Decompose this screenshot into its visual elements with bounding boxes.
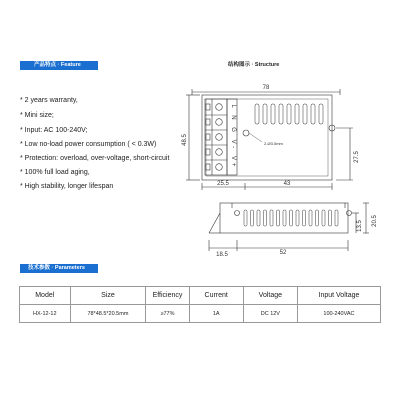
- vent-slot: [309, 210, 312, 226]
- feature-item: * High stability, longer lifespan: [20, 183, 114, 190]
- screw-terminal: [216, 149, 223, 156]
- vent-slot: [303, 210, 306, 226]
- structure-header-cn: 结构图示: [228, 62, 251, 68]
- table-cell: 100-240VAC: [297, 305, 380, 323]
- table-header-cell: Current: [189, 287, 243, 305]
- vent-slot: [290, 210, 293, 226]
- mount-hole: [243, 130, 249, 136]
- vent-slot: [277, 210, 280, 226]
- params-header-cn: 技术参数: [28, 265, 51, 271]
- screw-label: 2-Ø3.5mm: [264, 141, 283, 146]
- vent-slot: [263, 104, 267, 124]
- table-cell: 1A: [189, 305, 243, 323]
- screw-terminal: [216, 104, 223, 111]
- table-cell: HX-12-12: [20, 305, 71, 323]
- feature-item: * 2 years warranty,: [20, 97, 78, 104]
- dim-text-top: 78: [262, 85, 270, 91]
- table-header-cell: Efficiency: [146, 287, 189, 305]
- vent-slot: [295, 104, 299, 124]
- vent-slot: [271, 104, 275, 124]
- vent-slot: [251, 210, 254, 226]
- structure-header-sep: ·: [251, 62, 254, 68]
- table-header-cell: Voltage: [243, 287, 297, 305]
- vent-slot: [296, 210, 299, 226]
- dim-text-side-small: 13.5: [357, 220, 363, 232]
- vent-slot: [319, 104, 323, 124]
- terminal-pin: [206, 134, 210, 140]
- parameters-table: [19, 286, 381, 323]
- vent-slot: [283, 210, 286, 226]
- side-hole: [235, 211, 240, 216]
- vent-slot: [303, 104, 307, 124]
- vent-slot: [279, 104, 283, 124]
- feature-header-cn: 产品特点: [34, 62, 57, 68]
- terminal-pin: [206, 149, 210, 155]
- table-header-row: [20, 287, 381, 305]
- vent-slot: [264, 210, 267, 226]
- table-header-cell: Input Voltage: [297, 287, 380, 305]
- terminal-pin: [206, 104, 210, 110]
- vent-slot: [257, 210, 260, 226]
- vent-slot: [287, 104, 291, 124]
- structure-header-en: Structure: [254, 62, 280, 68]
- feature-item: * Low no-load power consumption ( < 0.3W): [20, 141, 157, 148]
- dim-text-side-bottom: 52: [279, 250, 287, 256]
- feature-item: * Mini size;: [20, 112, 54, 119]
- vent-slot: [311, 104, 315, 124]
- terminal-pin: [206, 164, 210, 170]
- params-header-sep: ·: [51, 265, 54, 271]
- table-header-cell: Model: [20, 287, 71, 305]
- feature-header-en: Feature: [60, 62, 81, 68]
- feature-header-sep: ·: [57, 62, 60, 68]
- vent-slot: [255, 104, 259, 124]
- params-header-label: [28, 264, 85, 273]
- vent-slot: [270, 210, 273, 226]
- feature-item: * Protection: overload, over-voltage, short-circuit: [20, 155, 170, 162]
- table-row: [20, 305, 381, 323]
- table-header-cell: Size: [70, 287, 146, 305]
- screw-terminal: [216, 134, 223, 141]
- dim-text-side-h: 20.5: [372, 215, 378, 227]
- vent-slot: [329, 210, 332, 226]
- feature-item: * 100% full load aging,: [20, 169, 90, 176]
- terminal-label: L N G V- V+: [230, 104, 236, 170]
- dim-text-bottom-left: 25.5: [217, 181, 229, 187]
- screw-terminal: [216, 164, 223, 171]
- table-cell: DC 12V: [243, 305, 297, 323]
- table-cell: 78*48.5*20.5mm: [70, 305, 146, 323]
- vent-slot: [335, 210, 338, 226]
- dim-text-left: 48.5: [182, 134, 188, 146]
- vent-slot: [244, 210, 247, 226]
- vent-slot: [322, 210, 325, 226]
- module-body-side: [220, 203, 348, 233]
- feature-item: * Input: AC 100-240V;: [20, 127, 88, 134]
- side-hole: [347, 211, 352, 216]
- table-cell: ≥77%: [146, 305, 189, 323]
- dim-text-bottom-mid: 43: [283, 181, 291, 187]
- params-header-en: Parameters: [54, 265, 85, 271]
- screw-terminal: [216, 119, 223, 126]
- vent-slot: [316, 210, 319, 226]
- dim-text-right: 27.5: [354, 151, 360, 163]
- dim-text-side-left: 18.5: [216, 252, 228, 258]
- terminal-pin: [206, 119, 210, 125]
